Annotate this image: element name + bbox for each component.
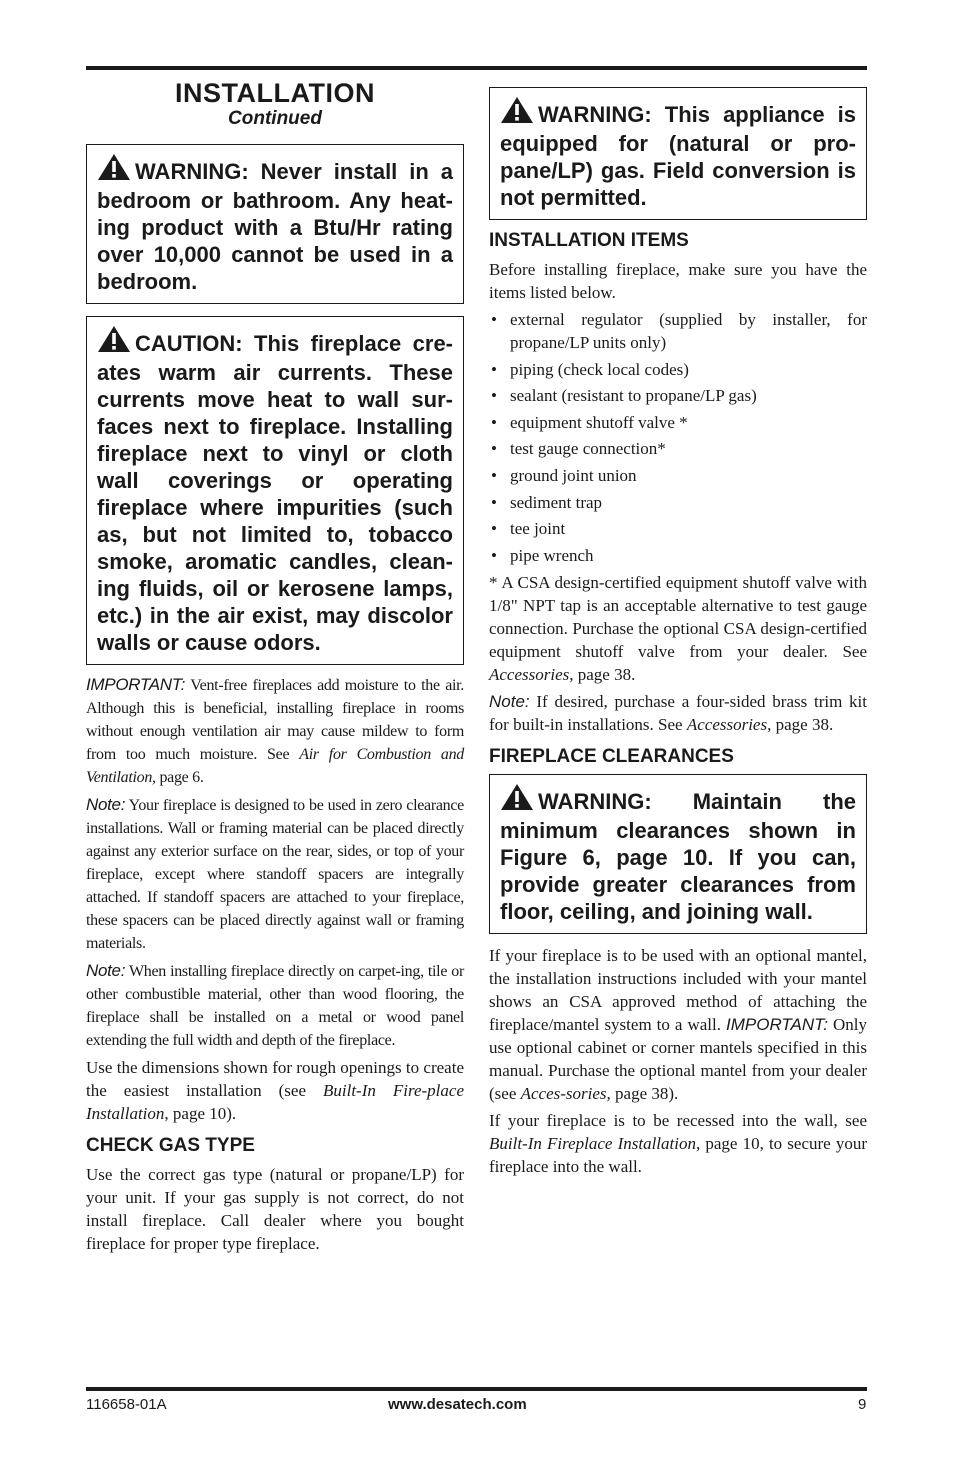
website-link[interactable]: www.desatech.com bbox=[388, 1396, 527, 1413]
warning-triangle-icon bbox=[97, 325, 131, 359]
mantel-text2: Only use optional cabinet or corner mantels specified in this manual. Purchase the optional mantel from your dealer (see bbox=[489, 1014, 868, 1103]
check-gas-heading: CHECK GAS TYPE bbox=[86, 1135, 255, 1156]
note-text: When installing fireplace directly on carpet-ing, tile or other combustible material, other than wood flooring, the fireplace shall be installed on a metal or wood panel extending the full width and depth of the fireplace. bbox=[86, 963, 464, 1049]
mantel-tail: page 38). bbox=[615, 1083, 679, 1103]
list-item: • sediment trap bbox=[489, 491, 867, 514]
gas-warning-box bbox=[489, 87, 867, 220]
items-intro: Before installing fireplace, make sure you have the items listed below. bbox=[489, 260, 867, 302]
footnote-text: * A CSA design-certified equipment shutoff valve with 1/8" NPT tap is an acceptable alternative to test gauge connection. Purchase the optional CSA design-certified equipment shutoff valve from your dealer. See bbox=[489, 572, 867, 661]
important-text: Vent-free fireplaces add moisture to the air. Although this is beneficial, installing fireplace in rooms without enough ventilation air may cause mildew to form from too much moisture. See bbox=[86, 677, 464, 763]
page-subtitle: Continued bbox=[228, 108, 322, 129]
dimensions-ref: Built-In Fire-place Installation bbox=[86, 1081, 464, 1123]
list-item: • test gauge connection* bbox=[489, 437, 867, 460]
note-text: Your fireplace is designed to be used in zero clearance installations. Wall or framing material can be placed directly against any exterior surface on the rear, sides, or top of your fireplace, except where standoff spacers are integrally attached. If standoff spacers are attached to your fireplace, these spacers can be placed directly against wall or framing materials. bbox=[86, 797, 464, 952]
page-title: INSTALLATION bbox=[175, 78, 375, 108]
clearances-warning-box bbox=[489, 774, 867, 934]
check-gas-text: Use the correct gas type (natural or propane/LP) for your unit. If your gas supply is not correct, do not install fireplace. Call dealer where you bought fireplace for proper type fireplace. bbox=[86, 1165, 464, 1253]
note-ref: Accessories, bbox=[686, 714, 772, 734]
dimensions-paragraph bbox=[86, 1056, 464, 1125]
list-item: • piping (check local codes) bbox=[489, 358, 867, 381]
mantel-text: If your fireplace is to be used with an optional mantel, the installation instructions included with your mantel shows an CSA approved method of attaching the fireplace/mantel system to a wall. bbox=[489, 945, 867, 1034]
note-text: If desired, purchase a four-sided brass trim kit for built-in installations. See bbox=[489, 691, 867, 734]
recessed-text: If your fireplace is to be recessed into the wall, see bbox=[489, 1110, 867, 1130]
warning-triangle-icon bbox=[500, 783, 534, 817]
dimensions-text: Use the dimensions shown for rough openings to create the easiest installation (see bbox=[86, 1058, 464, 1100]
carpet-note bbox=[86, 959, 464, 1052]
list-item: • tee joint bbox=[489, 517, 867, 540]
list-item: • sealant (resistant to propane/LP gas) bbox=[489, 384, 867, 407]
right-column bbox=[489, 87, 867, 1182]
top-rule bbox=[86, 66, 867, 70]
page-number: 9 bbox=[858, 1396, 867, 1413]
trim-kit-note bbox=[489, 690, 867, 736]
important-tail: page 6. bbox=[159, 769, 204, 786]
recessed-tail: , page 10, to secure your fireplace into the wall. bbox=[489, 1133, 867, 1176]
important-lead: IMPORTANT: bbox=[726, 1014, 828, 1034]
fireplace-clearances-heading: FIREPLACE CLEARANCES bbox=[489, 745, 734, 767]
note-tail: page 38. bbox=[775, 714, 834, 734]
footnote-ref: Accessories bbox=[489, 664, 570, 684]
important-paragraph bbox=[86, 673, 464, 789]
note-lead: Note: bbox=[86, 961, 126, 980]
bedroom-warning-text: WARNING: Never install in a bedroom or bathroom. Any heat-ing product with a Btu/Hr rating over 10,000 cannot be used in a bedroom. bbox=[97, 159, 453, 294]
installation-items-heading: INSTALLATION ITEMS bbox=[489, 230, 689, 251]
document-number: 116658-01A bbox=[86, 1396, 167, 1413]
warning-triangle-icon bbox=[97, 153, 131, 187]
caution-text: CAUTION: This fireplace cre-ates warm air currents. These currents move heat to wall sur-faces next to fireplace. Installing fireplace next to vinyl or cloth wall coverings or operating fireplace where impurities (such as, but not limited to, tobacco smoke, aromatic candles, clean-ing fluids, oil or kerosene lamps, etc.) in the air exist, may discolor walls or cause odors. bbox=[97, 331, 453, 655]
left-column bbox=[86, 78, 464, 1259]
dimensions-tail: , page 10). bbox=[164, 1104, 237, 1123]
important-lead: IMPORTANT: bbox=[86, 675, 186, 694]
clearances-warning-text: WARNING: Maintain the minimum clearances shown in Figure 6, page 10. If you can, provide greater clearances from floor, ceiling, and joining wall. bbox=[500, 788, 856, 924]
bedroom-warning-box bbox=[86, 144, 464, 304]
gas-warning-text: WARNING: This appliance is equipped for (natural or pro-pane/LP) gas. Field conversion is not permitted. bbox=[500, 102, 856, 210]
footnote-paragraph bbox=[489, 571, 867, 686]
important-ref: Air for Combustion and Ventilation, bbox=[86, 746, 464, 786]
list-item: • equipment shutoff valve * bbox=[489, 411, 867, 434]
mantel-ref: Acces-sories, bbox=[520, 1083, 611, 1103]
recessed-paragraph bbox=[489, 1109, 867, 1178]
mantel-paragraph bbox=[489, 944, 867, 1105]
installation-items-list bbox=[489, 308, 867, 567]
footnote-tail: , page 38. bbox=[569, 664, 636, 684]
caution-box bbox=[86, 316, 464, 665]
note-lead: Note: bbox=[489, 691, 530, 711]
list-item: • pipe wrench bbox=[489, 544, 867, 567]
list-item: • external regulator (supplied by installer, for propane/LP units only) bbox=[489, 308, 867, 354]
recessed-ref: Built-In Fireplace Installation bbox=[489, 1133, 696, 1153]
list-item: • ground joint union bbox=[489, 464, 867, 487]
bottom-rule bbox=[86, 1387, 867, 1391]
zero-clearance-note bbox=[86, 793, 464, 955]
note-lead: Note: bbox=[86, 795, 126, 814]
warning-triangle-icon bbox=[500, 96, 534, 130]
